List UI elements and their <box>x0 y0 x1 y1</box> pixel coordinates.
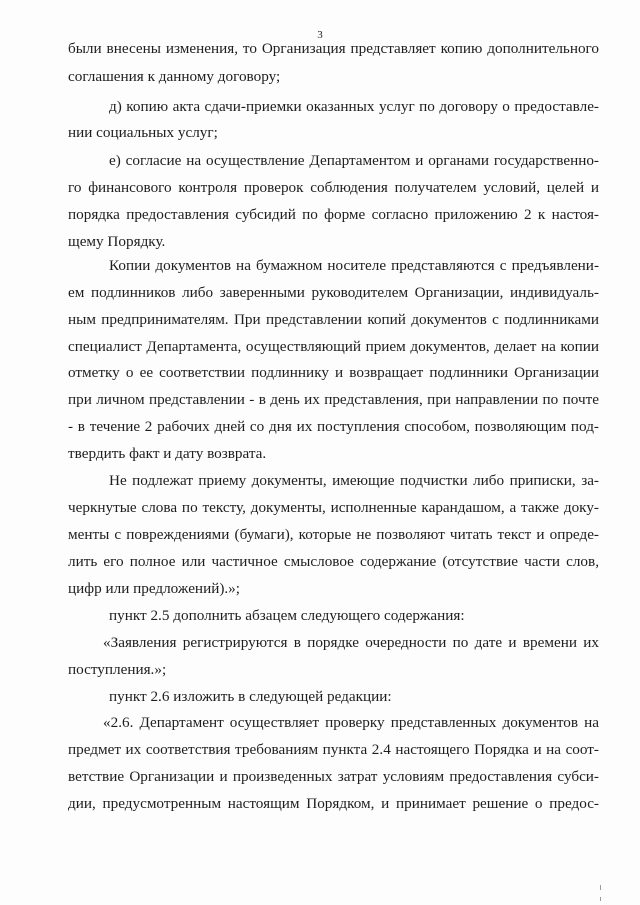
page-number: 3 <box>317 29 323 41</box>
text-line: ем подлинников либо заверенными руководителем Организации, индивидуаль- <box>68 284 599 301</box>
text-line: д) копию акта сдачи-приемки оказанных услуг по договору о предоставле- <box>109 98 599 115</box>
text-line: ным предпринимателям. При представлении копий документов с подлинниками <box>68 311 599 328</box>
text-line: «Заявления регистрируются в порядке очередности по дате и времени их <box>103 634 599 651</box>
text-line: - в течение 2 рабочих дней со дня их поступления способом, позволяющим под- <box>68 418 599 435</box>
text-line: цифр или предложений).»; <box>68 580 240 597</box>
text-line: порядка предоставления субсидий по форме согласно приложению 2 к настоя- <box>68 206 599 223</box>
text-line: предмет их соответствия требованиям пункта 2.4 настоящего Порядка и на соот- <box>68 741 599 758</box>
scan-speck <box>600 885 601 890</box>
text-line: ветствие Организации и произведенных затрат условиям предоставления субси- <box>68 768 599 785</box>
text-line: поступления.»; <box>68 661 167 678</box>
text-line: пункт 2.6 изложить в следующей редакции: <box>109 688 392 705</box>
text-line: твердить факт и дату возврата. <box>68 445 267 462</box>
text-line: Не подлежат приему документы, имеющие подчистки либо приписки, за- <box>109 472 599 489</box>
text-line: пункт 2.5 дополнить абзацем следующего содержания: <box>109 607 465 624</box>
text-line: менты с повреждениями (бумаги), которые не позволяют читать текст и опреде- <box>68 526 599 543</box>
text-line: были внесены изменения, то Организация представляет копию дополнительного <box>68 40 599 57</box>
text-line: черкнутые слова по тексту, документы, исполненные карандашом, а также доку- <box>68 499 599 516</box>
text-line: щему Порядку. <box>68 233 166 250</box>
text-line: дии, предусмотренным настоящим Порядком, и принимает решение о предос- <box>68 795 599 812</box>
scan-speck <box>600 897 601 901</box>
text-line: соглашения к данному договору; <box>68 68 281 85</box>
text-line: лить его полное или частичное смысловое содержание (отсутствие части слов, <box>68 553 599 570</box>
text-line: е) согласие на осуществление Департаментом и органами государственно- <box>109 152 599 169</box>
text-line: специалист Департамента, осуществляющий прием документов, делает на копии <box>68 338 599 355</box>
text-line: Копии документов на бумажном носителе представляются с предъявлени- <box>109 257 599 274</box>
text-line: нии социальных услуг; <box>68 124 218 141</box>
text-line: отметку о ее соответствии подлиннику и возвращает подлинники Организации <box>68 364 599 381</box>
text-line: «2.6. Департамент осуществляет проверку представленных документов на <box>103 714 599 731</box>
text-line: го финансового контроля проверок соблюдения получателем условий, целей и <box>68 179 599 196</box>
text-line: при личном представлении - в день их представления, при направлении по почте <box>68 391 599 408</box>
